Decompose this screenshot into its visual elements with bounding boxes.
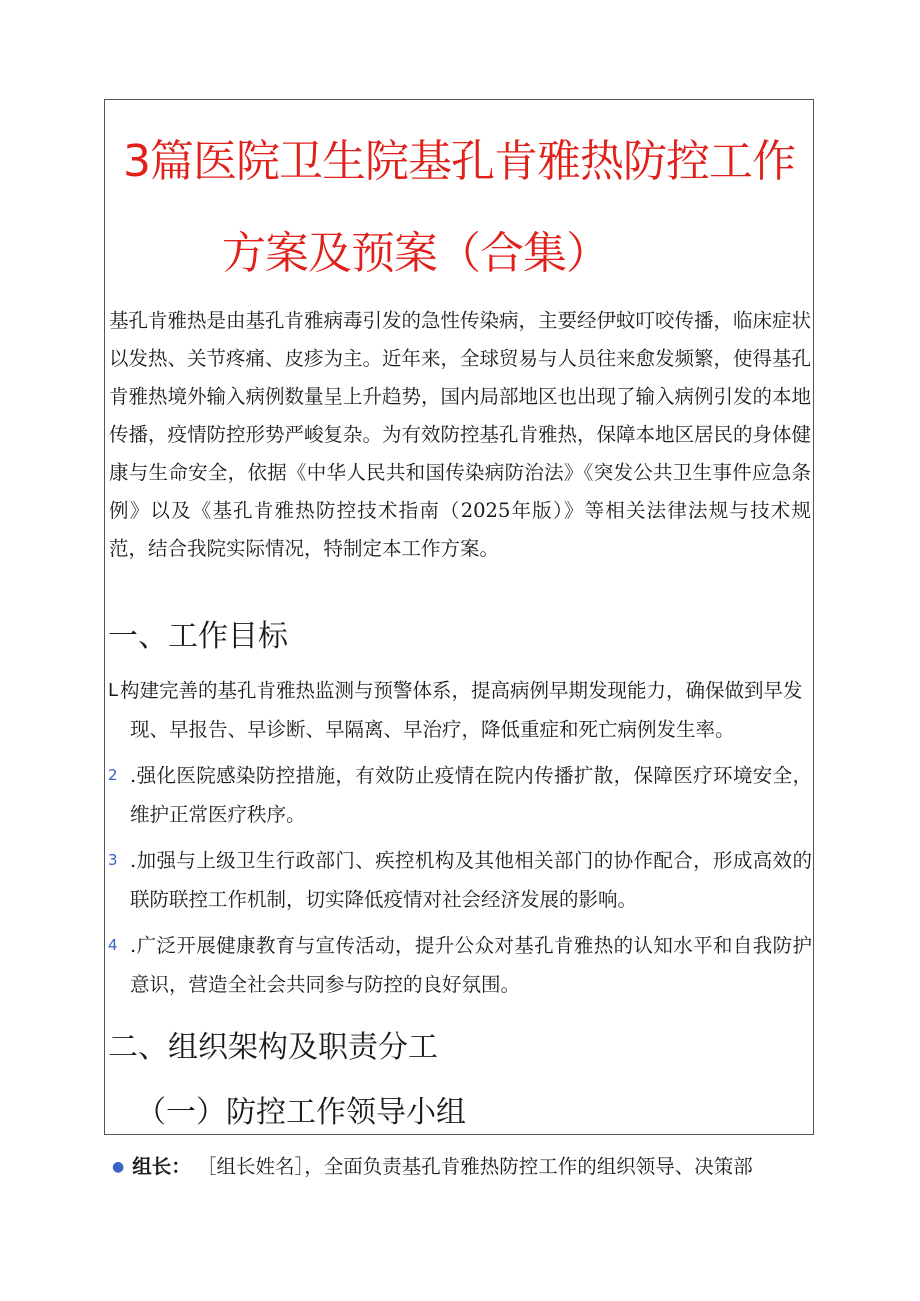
goal-item-1-number: L <box>108 680 119 701</box>
goal-item-2 <box>108 756 812 834</box>
leader-bullet <box>112 1153 753 1181</box>
goal-item-4-text: .广泛开展健康教育与宣传活动，提升公众对基孔肯雅热的认知水平和自我防护意识，营造全社会共同参与防控的良好氛围。 <box>130 934 812 996</box>
goal-item-4 <box>108 926 812 1004</box>
document-title-line-1: 3篇医院卫生院基孔肯雅热防控工作 <box>123 136 795 187</box>
goal-item-1 <box>108 671 812 749</box>
goal-item-2-text: .强化医院感染防控措施，有效防止疫情在院内传播扩散，保障医疗环境安全，维护正常医疗秩序。 <box>130 764 812 826</box>
goal-item-4-number: 4 <box>108 936 118 954</box>
goal-item-3-text: .加强与上级卫生行政部门、疾控机构及其他相关部门的协作配合，形成高效的联防联控工作机制，切实降低疫情对社会经济发展的影响。 <box>130 849 812 911</box>
bullet-icon: ● <box>112 1159 125 1175</box>
intro-paragraph: 基孔肯雅热是由基孔肯雅病毒引发的急性传染病，主要经伊蚊叮咬传播，临床症状以发热、关节疼痛、皮疹为主。近年来，全球贸易与人员往来愈发频繁，使得基孔肯雅热境外输入病例数量呈上升趋势，国内局部地区也出现了输入病例引发的本地传播，疫情防控形势严峻复杂。为有效防控基孔肯雅热，保障本地区居民的身体健康与生命安全，依据《中华人民共和国传染病防治法》《突发公共卫生事件应急条例》以及《基孔肯雅热防控技术指南（2025年版）》等相关法律法规与技术规范，结合我院实际情况，特制定本工作方案。 <box>109 309 812 560</box>
goal-item-3 <box>108 841 812 919</box>
goal-item-1-text-cont: 现、早报告、早诊断、早隔离、早治疗，降低重症和死亡病例发生率。 <box>130 718 735 741</box>
goal-item-3-number: 3 <box>108 851 118 869</box>
section-1-heading: 一、工作目标 <box>108 619 288 654</box>
document-title-line-2: 方案及预案（合集） <box>222 228 609 279</box>
leader-label: 组长： <box>132 1155 191 1178</box>
section-2-heading: 二、组织架构及职责分工 <box>108 1030 438 1065</box>
goal-item-1-text: 构建完善的基孔肯雅热监测与预警体系，提高病例早期发现能力，确保做到早发 <box>120 679 803 702</box>
goal-item-2-number: 2 <box>108 766 118 784</box>
subsection-heading: （一）防控工作领导小组 <box>136 1095 466 1130</box>
leader-text: ［组长姓名］，全面负责基孔肯雅热防控工作的组织领导、决策部 <box>206 1155 753 1178</box>
